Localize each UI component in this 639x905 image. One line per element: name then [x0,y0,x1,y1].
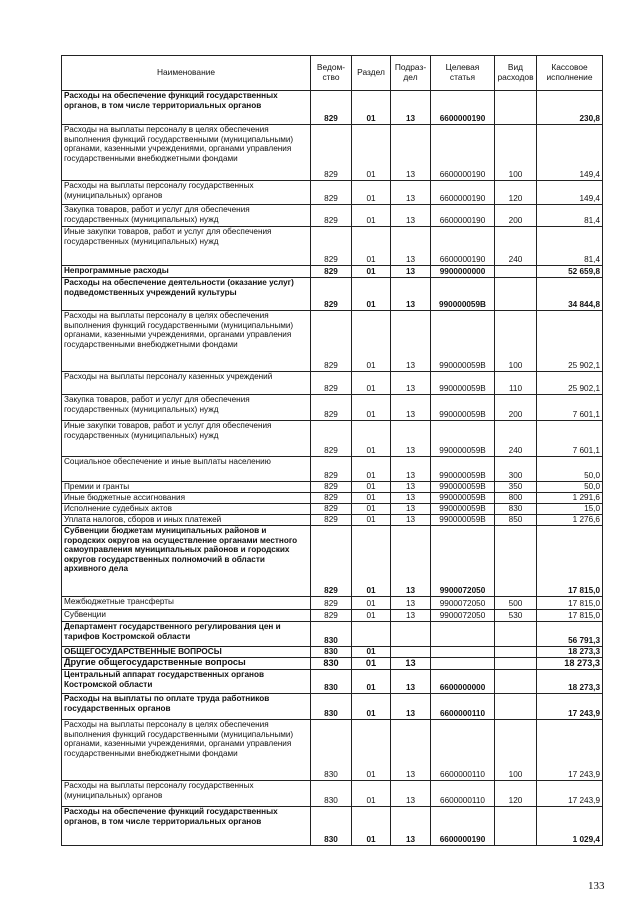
table-row [62,181,603,205]
cell-razdel: 01 [352,647,391,658]
cell-amount: 52 659,8 [537,266,603,278]
cell-razdel: 01 [352,720,391,781]
cell-podrazdel: 13 [391,181,431,205]
cell-podrazdel: 13 [391,125,431,181]
cell-amount: 7 601,1 [537,421,603,457]
cell-vedomstvo: 830 [311,694,352,720]
table-row [62,311,603,372]
cell-vid: 240 [495,421,537,457]
cell-vid [495,278,537,311]
cell-amount: 50,0 [537,482,603,493]
cell-name: Расходы на выплаты персоналу государственных (муниципальных) органов [62,781,311,807]
cell-vid [495,670,537,694]
cell-statya: 6600000110 [431,720,495,781]
cell-statya: 990000059В [431,372,495,395]
cell-podrazdel: 13 [391,421,431,457]
cell-amount: 230,8 [537,91,603,125]
cell-name: Расходы на выплаты персоналу государственных (муниципальных) органов [62,181,311,205]
cell-razdel: 01 [352,395,391,421]
cell-razdel: 01 [352,125,391,181]
table-row [62,227,603,266]
cell-razdel: 01 [352,504,391,515]
cell-razdel: 01 [352,807,391,846]
cell-name: Субвенции [62,610,311,622]
cell-vedomstvo: 829 [311,125,352,181]
cell-statya: 6600000190 [431,227,495,266]
cell-razdel: 01 [352,658,391,670]
cell-vid [495,91,537,125]
cell-statya: 9900072050 [431,610,495,622]
cell-amount: 1 276,6 [537,515,603,526]
table-row [62,670,603,694]
cell-name: Расходы на обеспечение функций государственных органов, в том числе территориальных органов [62,807,311,846]
cell-podrazdel: 13 [391,658,431,670]
cell-podrazdel: 13 [391,482,431,493]
cell-podrazdel: 13 [391,504,431,515]
table-row [62,597,603,610]
table-row [62,504,603,515]
cell-vedomstvo: 830 [311,670,352,694]
cell-podrazdel: 13 [391,781,431,807]
cell-name: Расходы на выплаты по оплате труда работников государственных органов [62,694,311,720]
table-row [62,807,603,846]
cell-vid: 200 [495,205,537,227]
header-razdel: Раздел [352,56,391,91]
cell-statya [431,647,495,658]
cell-podrazdel: 13 [391,227,431,266]
cell-podrazdel: 13 [391,526,431,597]
cell-vid: 800 [495,493,537,504]
cell-vid: 500 [495,597,537,610]
cell-vid: 830 [495,504,537,515]
cell-podrazdel: 13 [391,266,431,278]
cell-name: Расходы на обеспечение деятельности (оказание услуг) подведомственных учреждений культуры [62,278,311,311]
cell-podrazdel: 13 [391,372,431,395]
table-row [62,266,603,278]
cell-statya: 990000059В [431,311,495,372]
cell-vedomstvo: 829 [311,205,352,227]
cell-amount: 50,0 [537,457,603,482]
cell-vid [495,647,537,658]
cell-vedomstvo: 829 [311,597,352,610]
cell-name: Расходы на обеспечение функций государственных органов, в том числе территориальных органов [62,91,311,125]
cell-amount: 15,0 [537,504,603,515]
table-row [62,526,603,597]
table-row [62,372,603,395]
header-name: Наименование [62,56,311,91]
cell-statya: 6600000000 [431,670,495,694]
cell-statya: 6600000190 [431,205,495,227]
table-body [62,91,603,846]
cell-amount: 18 273,3 [537,670,603,694]
cell-vedomstvo: 829 [311,493,352,504]
cell-vedomstvo: 829 [311,278,352,311]
cell-statya: 6600000110 [431,694,495,720]
cell-podrazdel: 13 [391,515,431,526]
cell-statya: 9900072050 [431,526,495,597]
cell-name: Расходы на выплаты персоналу в целях обеспечения выполнения функций государственными (муниципальными) органами, казенными учреждениями, органами управления государственными внебюджетными фондами [62,125,311,181]
cell-name: Иные закупки товаров, работ и услуг для обеспечения государственных (муниципальных) нужд [62,227,311,266]
cell-statya [431,658,495,670]
cell-amount: 34 844,8 [537,278,603,311]
cell-vid: 530 [495,610,537,622]
cell-podrazdel: 13 [391,720,431,781]
cell-podrazdel: 13 [391,91,431,125]
cell-amount: 17 815,0 [537,610,603,622]
table-header-row [62,56,603,91]
table-row [62,205,603,227]
table-row [62,610,603,622]
cell-name: ОБЩЕГОСУДАРСТВЕННЫЕ ВОПРОСЫ [62,647,311,658]
cell-amount: 18 273,3 [537,647,603,658]
cell-name: Департамент государственного регулирования цен и тарифов Костромской области [62,622,311,647]
cell-vedomstvo: 829 [311,91,352,125]
cell-amount: 149,4 [537,181,603,205]
table-row [62,278,603,311]
cell-name: Расходы на выплаты персоналу в целях обеспечения выполнения функций государственными (муниципальными) органами, казенными учреждениями, органами управления государственными внебюджетными фондами [62,311,311,372]
cell-statya: 6600000190 [431,91,495,125]
cell-amount: 25 902,1 [537,311,603,372]
table-row [62,647,603,658]
cell-vedomstvo: 829 [311,504,352,515]
cell-amount: 17 243,9 [537,694,603,720]
cell-amount: 17 815,0 [537,526,603,597]
cell-vedomstvo: 829 [311,395,352,421]
cell-statya: 990000059В [431,457,495,482]
cell-statya: 990000059В [431,493,495,504]
cell-vedomstvo: 829 [311,526,352,597]
cell-vedomstvo: 830 [311,647,352,658]
cell-name: Расходы на выплаты персоналу в целях обеспечения выполнения функций государственными (муниципальными) органами, казенными учреждениями, органами управления государственными внебюджетными фондами [62,720,311,781]
header-vedomstvo: Ведом-ство [311,56,352,91]
cell-vedomstvo: 829 [311,421,352,457]
cell-razdel: 01 [352,670,391,694]
cell-name: Социальное обеспечение и иные выплаты населению [62,457,311,482]
cell-vid: 200 [495,395,537,421]
cell-name: Премии и гранты [62,482,311,493]
cell-vedomstvo: 830 [311,622,352,647]
cell-statya: 990000059В [431,421,495,457]
cell-statya: 990000059В [431,515,495,526]
cell-name: Расходы на выплаты персоналу казенных учреждений [62,372,311,395]
cell-amount: 18 273,3 [537,658,603,670]
cell-vedomstvo: 829 [311,482,352,493]
cell-vid: 850 [495,515,537,526]
cell-amount: 56 791,3 [537,622,603,647]
table-row [62,482,603,493]
cell-statya: 6600000110 [431,781,495,807]
cell-name: Центральный аппарат государственных органов Костромской области [62,670,311,694]
cell-amount: 81,4 [537,205,603,227]
cell-razdel: 01 [352,91,391,125]
cell-podrazdel: 13 [391,205,431,227]
table-row [62,622,603,647]
cell-razdel: 01 [352,421,391,457]
cell-podrazdel: 13 [391,278,431,311]
cell-razdel: 01 [352,694,391,720]
cell-podrazdel: 13 [391,395,431,421]
cell-amount: 17 243,9 [537,781,603,807]
cell-vid [495,266,537,278]
table-row [62,720,603,781]
cell-vid: 100 [495,311,537,372]
cell-razdel: 01 [352,205,391,227]
cell-podrazdel: 13 [391,670,431,694]
table-row [62,125,603,181]
cell-name: Закупка товаров, работ и услуг для обеспечения государственных (муниципальных) нужд [62,395,311,421]
cell-vedomstvo: 829 [311,457,352,482]
cell-razdel: 01 [352,227,391,266]
cell-name: Иные бюджетные ассигнования [62,493,311,504]
cell-vedomstvo: 829 [311,266,352,278]
cell-amount: 17 815,0 [537,597,603,610]
header-amount: Кассовое исполнение [537,56,603,91]
cell-statya: 990000059В [431,395,495,421]
cell-razdel: 01 [352,311,391,372]
page-number: 133 [588,880,605,892]
cell-name: Другие общегосударственные вопросы [62,658,311,670]
cell-vid: 120 [495,181,537,205]
cell-amount: 17 243,9 [537,720,603,781]
cell-vedomstvo: 829 [311,610,352,622]
cell-statya: 990000059В [431,504,495,515]
cell-podrazdel: 13 [391,457,431,482]
cell-razdel: 01 [352,526,391,597]
table-row [62,658,603,670]
cell-vid: 300 [495,457,537,482]
cell-amount: 1 029,4 [537,807,603,846]
cell-name: Исполнение судебных актов [62,504,311,515]
cell-statya: 990000059В [431,278,495,311]
cell-razdel: 01 [352,515,391,526]
cell-vid: 100 [495,720,537,781]
cell-vedomstvo: 830 [311,658,352,670]
header-vid: Вид расходов [495,56,537,91]
cell-vid: 120 [495,781,537,807]
cell-razdel: 01 [352,278,391,311]
cell-podrazdel [391,647,431,658]
cell-podrazdel: 13 [391,694,431,720]
table-row [62,457,603,482]
cell-vedomstvo: 829 [311,181,352,205]
cell-vedomstvo: 830 [311,781,352,807]
cell-razdel: 01 [352,493,391,504]
cell-statya: 6600000190 [431,125,495,181]
cell-vid [495,526,537,597]
cell-amount: 81,4 [537,227,603,266]
cell-name: Закупка товаров, работ и услуг для обеспечения государственных (муниципальных) нужд [62,205,311,227]
cell-podrazdel: 13 [391,807,431,846]
cell-vid [495,658,537,670]
budget-table [61,55,603,846]
cell-razdel: 01 [352,457,391,482]
cell-razdel: 01 [352,597,391,610]
cell-vedomstvo: 829 [311,227,352,266]
cell-vid: 240 [495,227,537,266]
header-statya: Целевая статья [431,56,495,91]
cell-vedomstvo: 829 [311,372,352,395]
cell-statya: 9900000000 [431,266,495,278]
cell-vedomstvo: 829 [311,515,352,526]
cell-amount: 7 601,1 [537,395,603,421]
table-row [62,694,603,720]
cell-razdel: 01 [352,266,391,278]
cell-razdel: 01 [352,181,391,205]
cell-amount: 1 291,6 [537,493,603,504]
table-row [62,91,603,125]
cell-vid [495,694,537,720]
cell-statya: 6600000190 [431,807,495,846]
table-row [62,395,603,421]
cell-statya: 990000059В [431,482,495,493]
cell-razdel [352,622,391,647]
cell-podrazdel: 13 [391,597,431,610]
cell-name: Иные закупки товаров, работ и услуг для обеспечения государственных (муниципальных) нужд [62,421,311,457]
cell-podrazdel: 13 [391,311,431,372]
cell-statya: 6600000190 [431,181,495,205]
cell-razdel: 01 [352,482,391,493]
cell-name: Межбюджетные трансферты [62,597,311,610]
cell-statya [431,622,495,647]
cell-vid [495,622,537,647]
cell-vid [495,807,537,846]
cell-vedomstvo: 830 [311,720,352,781]
cell-vid: 350 [495,482,537,493]
table-row [62,421,603,457]
cell-amount: 25 902,1 [537,372,603,395]
cell-vid: 110 [495,372,537,395]
cell-amount: 149,4 [537,125,603,181]
cell-razdel: 01 [352,372,391,395]
cell-podrazdel: 13 [391,610,431,622]
cell-razdel: 01 [352,610,391,622]
header-podrazdel: Подраз-дел [391,56,431,91]
cell-vedomstvo: 829 [311,311,352,372]
table-row [62,781,603,807]
cell-razdel: 01 [352,781,391,807]
cell-name: Непрограммные расходы [62,266,311,278]
cell-vid: 100 [495,125,537,181]
cell-vedomstvo: 830 [311,807,352,846]
cell-name: Субвенции бюджетам муниципальных районов и городских округов на осуществление органами местного самоуправления муниципальных районов и городских округов государственных полномочий в области архивного дела [62,526,311,597]
cell-name: Уплата налогов, сборов и иных платежей [62,515,311,526]
cell-podrazdel: 13 [391,493,431,504]
cell-statya: 9900072050 [431,597,495,610]
cell-podrazdel [391,622,431,647]
table-row [62,493,603,504]
table-row [62,515,603,526]
